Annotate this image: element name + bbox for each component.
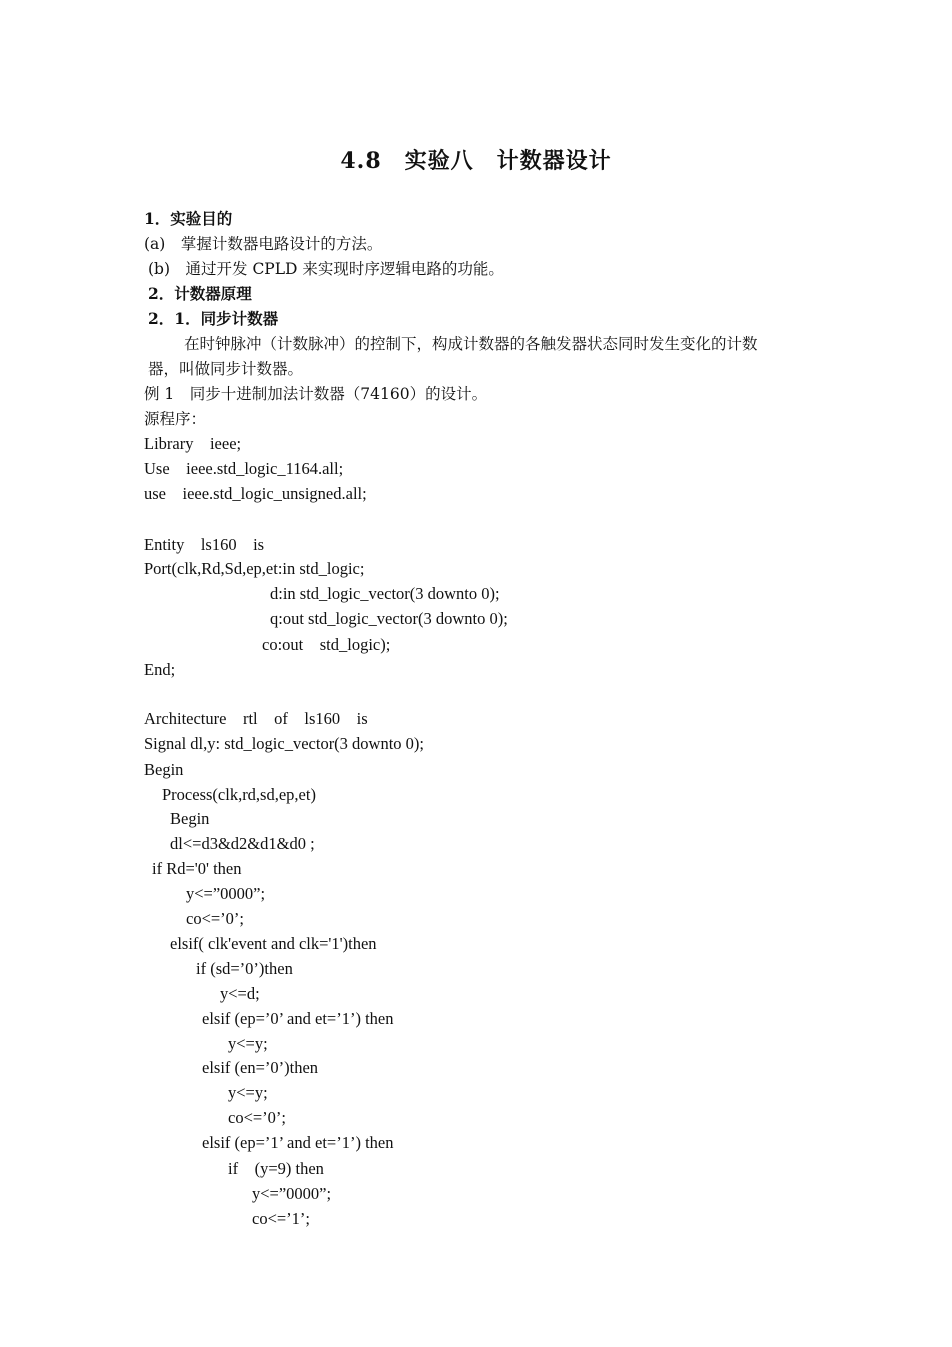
code-line: co<=’1’;: [252, 1209, 311, 1228]
code-line: co<=’0’;: [228, 1108, 287, 1127]
code-line: Use ieee.std_logic_1164.all;: [144, 459, 344, 478]
code-line: y<=”0000”;: [252, 1184, 332, 1203]
code-line: y<=y;: [228, 1034, 268, 1053]
code-line: if (sd=’0’)then: [196, 959, 293, 978]
code-line: y<=d;: [220, 984, 260, 1003]
text-line: 在时钟脉冲（计数脉冲）的控制下，构成计数器的各触发器状态同时发生变化的计数: [184, 335, 758, 353]
code-line: Entity ls160 is: [144, 535, 265, 554]
code-line: Library ieee;: [144, 434, 242, 453]
code-line: elsif (ep=’0’ and et=’1’) then: [202, 1009, 394, 1028]
text-line: (a) 掌握计数器电路设计的方法。: [144, 235, 383, 253]
code-line: Begin: [144, 760, 184, 779]
text-line: (b) 通过开发 CPLD 来实现时序逻辑电路的功能。: [148, 260, 504, 278]
code-line: if (y=9) then: [228, 1159, 324, 1178]
code-line: co:out std_logic);: [262, 635, 391, 654]
code-line: Signal dl,y: std_logic_vector(3 downto 0);: [144, 734, 425, 753]
code-line: use ieee.std_logic_unsigned.all;: [144, 484, 367, 503]
code-line: y<=y;: [228, 1083, 268, 1102]
code-line: d:in std_logic_vector(3 downto 0);: [270, 584, 500, 603]
code-line: Architecture rtl of ls160 is: [144, 709, 368, 728]
code-line: dl<=d3&d2&d1&d0 ;: [170, 834, 315, 853]
code-line: elsif (en=’0’)then: [202, 1058, 319, 1077]
page-title: 4.8 实验八 计数器设计: [340, 148, 612, 174]
section-heading: 2．计数器原理: [148, 284, 252, 303]
section-heading: 1．实验目的: [144, 209, 233, 228]
subsection-heading: 2．1．同步计数器: [148, 309, 279, 328]
text-line: 例 1 同步十进制加法计数器（74160）的设计。: [144, 385, 488, 403]
code-line: Begin: [170, 809, 210, 828]
code-line: Port(clk,Rd,Sd,ep,et:in std_logic;: [144, 559, 365, 578]
code-line: if Rd='0' then: [152, 859, 242, 878]
text-line: 源程序：: [144, 410, 207, 428]
code-line: Process(clk,rd,sd,ep,et): [162, 785, 316, 804]
code-line: y<=”0000”;: [186, 884, 266, 903]
code-line: End;: [144, 660, 176, 679]
code-line: elsif( clk'event and clk='1')then: [170, 934, 377, 953]
code-line: elsif (ep=’1’ and et=’1’) then: [202, 1133, 394, 1152]
code-line: q:out std_logic_vector(3 downto 0);: [270, 609, 508, 628]
code-line: co<=’0’;: [186, 909, 245, 928]
text-line: 器，叫做同步计数器。: [148, 360, 304, 378]
